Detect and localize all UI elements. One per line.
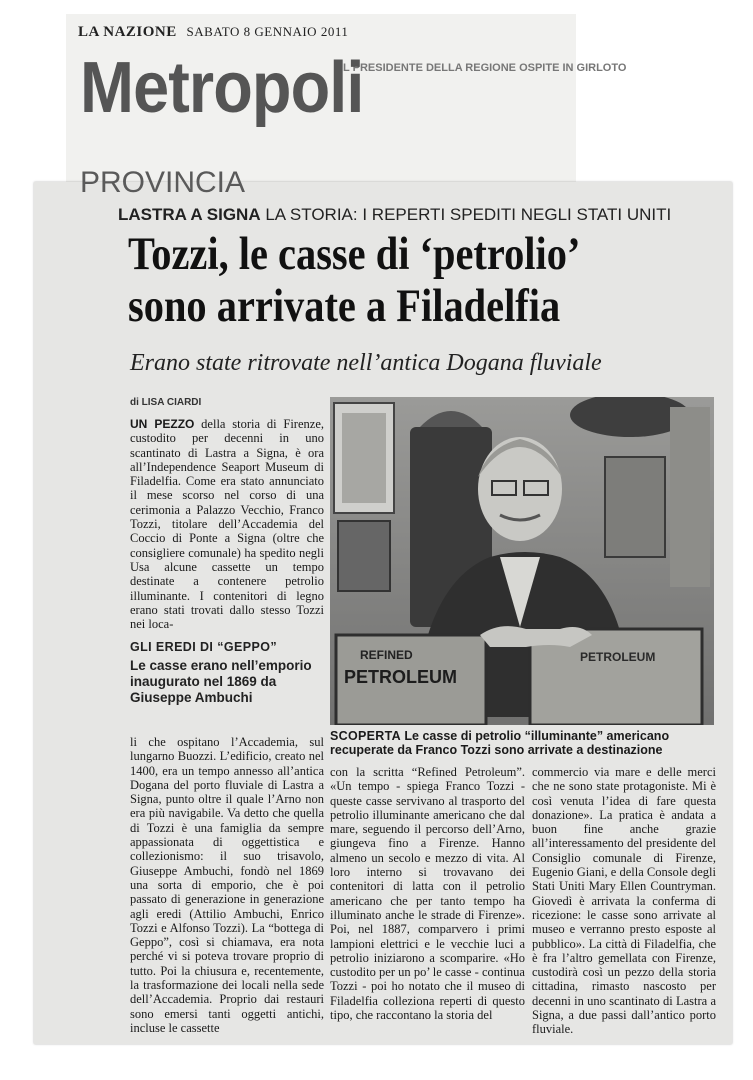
article-column-2: con la scritta “Refined Petroleum”. «Un tempo - spiega Franco Tozzi - queste casse servivano al trasporto del petrolio illuminante americano che dal mare, seguendo il percorso dell’Arno, giungeva fino a Firenze. Hanno almeno un secolo e mezzo di vita. Al loro interno si trovavano dei contenitori di latta con il petrolio americano che per tanto tempo ha illuminato anche le strade di Firenze». Poi, nel 1887, comparvero i primi lampioni elettrici e le vecchie luci a petrolio iniziarono a scomparire. «Ho custodito per un po’ le casse - continua Tozzi - poi ho notato che il museo di Filadelfia colleziona reperti di questo tipo, che raccontano la storia del bbox=[330, 765, 525, 1023]
masthead bbox=[78, 24, 348, 41]
section-heading-label bbox=[130, 640, 324, 654]
crate-text-petroleum: PETROLEUM bbox=[344, 667, 458, 687]
person-hands bbox=[480, 626, 592, 647]
kicker-place: LASTRA A SIGNA bbox=[118, 205, 261, 224]
shelf-right bbox=[670, 407, 710, 587]
section-heading-label-1: GLI EREDI DI bbox=[130, 640, 214, 654]
section-heading-label-2: “GEPPO” bbox=[217, 640, 278, 654]
wall-frame-right bbox=[605, 457, 665, 557]
article-column-1 bbox=[130, 417, 324, 631]
bleed-through-text: IL PRESIDENTE DELLA REGIONE OSPITE IN GIRLOTO bbox=[340, 62, 627, 74]
article-photo bbox=[330, 397, 714, 725]
photo-caption bbox=[330, 729, 714, 757]
crate-text-refined: REFINED bbox=[360, 648, 413, 662]
article-column-3: commercio via mare e delle merci che ne sono state protagoniste. Mi è così venuta l’idea di fare questa donazione». La pratica è andata a buon fine anche grazie all’interessamento del presidente del Consiglio comunale di Firenze, Eugenio Giani, e della Console degli Stati Uniti Mary Ellen Countryman. Giovedì è arrivata la conferma di ricezione: le casse sono arrivate al museo e verranno presto esposte al pubblico». La città di Filadelfia, che è fra l’altro gemellata con Firenze, custodirà così un pezzo della storia cittadina, rimasto nascosto per decenni in uno scantinato di Lastra a Signa, a due passi dall’antico porto fluviale. bbox=[532, 765, 716, 1037]
person-head bbox=[478, 437, 562, 541]
headline-line-2: sono arrivate a Filadelfia bbox=[128, 280, 561, 332]
newspaper-name: LA NAZIONE bbox=[78, 24, 177, 40]
section-heading bbox=[130, 640, 324, 706]
photo-illustration bbox=[330, 397, 714, 725]
section-subtitle: PROVINCIA bbox=[80, 166, 246, 199]
crate-text-petroleum-2: PETROLEUM bbox=[580, 650, 656, 664]
headline-line-1: Tozzi, le casse di ‘petrolio’ bbox=[128, 228, 581, 280]
byline: di LISA CIARDI bbox=[130, 397, 202, 408]
lead-in: UN PEZZO bbox=[130, 417, 195, 431]
headline bbox=[128, 228, 644, 332]
caption-text: Le casse di petrolio “illuminante” americano recuperate da Franco Tozzi sono arrivate a destinazione bbox=[330, 729, 670, 757]
column-1-text: della storia di Firenze, custodito per decenni in uno scantinato di Lastra a Signa, è ora all’Independence Seaport Museum di Filadelfia. Come era stato annunciato il mese scorso nel corso di una cerimonia a Palazzo Vecchio, Franco Tozzi, titolare dell’Accademia del Coccio di Ponte a Signa (oltre che consigliere comunale) ha spedito negli Usa alcune cassette un tempo destinate a contenere petrolio illuminante. I contenitori di legno erano stati trovati dallo stesso Tozzi nei loca- bbox=[130, 417, 324, 632]
wall-frame-left-2 bbox=[338, 521, 390, 591]
issue-date: SABATO 8 GENNAIO 2011 bbox=[186, 24, 349, 39]
wall-picture-left bbox=[342, 413, 386, 503]
kicker-topic: LA STORIA: I REPERTI SPEDITI NEGLI STATI UNITI bbox=[265, 205, 672, 224]
caption-tag: SCOPERTA bbox=[330, 729, 401, 743]
section-title: Metropoli bbox=[80, 48, 364, 128]
article-column-1b: li che ospitano l’Accademia, sul lungarno Buozzi. L’edificio, creato nel 1400, era un tempo annesso all’antica Dogana del porto fluviale di Lastra a Signa, punto oltre il quale l’Arno non era più navigabile. Va detto che quella di Tozzi è una famiglia da sempre appassionata di oggettistica e collezionismo: il suo trisavolo, Giuseppe Ambuchi, fondò nel 1869 una sorta di emporio, che è poi passato di generazione in generazione agli eredi (Attilio Ambuchi, Enrico Tozzi e Alfonso Tozzi). La “bottega di Geppo”, così si chiamava, era nota perché vi si poteva trovare proprio di tutto. Poi la chiusura e, recentemente, la trasformazione dei locali nella sede dell’Accademia. Proprio dai restauri sono emersi tanti oggetti antichi, incluse le cassette bbox=[130, 735, 324, 1035]
section-heading-sub: Le casse erano nell’emporio inaugurato nel 1869 da Giuseppe Ambuchi bbox=[130, 658, 312, 705]
kicker bbox=[118, 205, 671, 225]
subheadline: Erano state ritrovate nell’antica Dogana fluviale bbox=[130, 350, 602, 376]
